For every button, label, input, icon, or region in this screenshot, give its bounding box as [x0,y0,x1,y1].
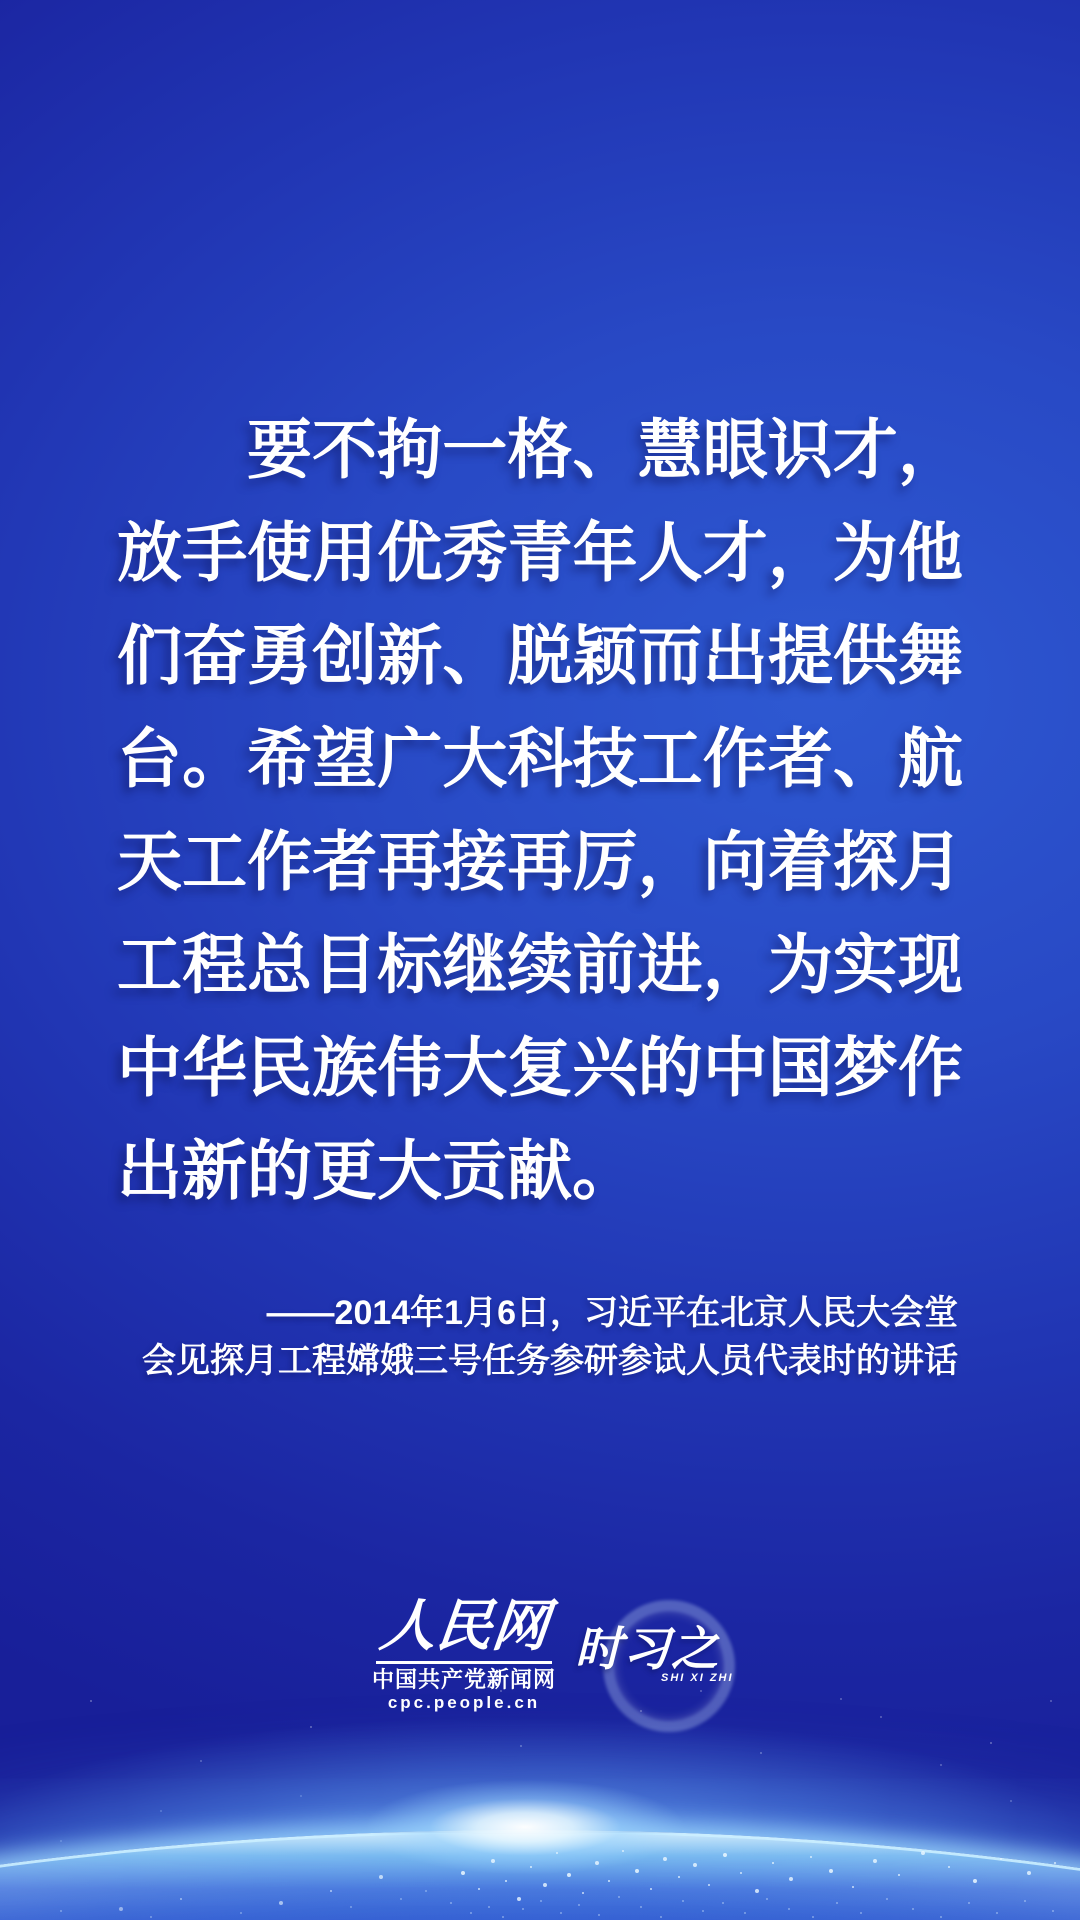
quote-line-5: 天工作者再接再厉，向着探月 [117,827,963,899]
shixizhi-wordmark: 时习之 [575,1622,719,1675]
quote-line-2: 放手使用优秀青年人才，为他 [117,518,963,590]
peoples-daily-logo [336,1596,592,1713]
quote-line-3: 们奋勇创新、脱颖而出提供舞 [117,621,963,693]
attribution-block [142,1289,958,1385]
sun-glint [365,1780,685,1875]
city-lights-faint [0,0,2,2]
cpc-news-site-url: cpc.people.cn [387,1693,541,1712]
quote-line-7: 中华民族伟大复兴的中国梦作 [117,1033,963,1105]
quote-line-1: 要不拘一格、慧眼识才， [247,415,963,487]
attribution-line-2: 会见探月工程嫦娥三号任务参研参试人员代表时的讲话 [142,1342,958,1380]
logo-divider [376,1661,552,1664]
peoples-daily-script-wordmark: 人民网 [376,1596,552,1658]
quote-line-6: 工程总目标继续前进，为实现 [117,930,963,1002]
attribution-line-1: ——2014年1月6日，习近平在北京人民大会堂 [266,1294,958,1332]
quote-line-8: 出新的更大贡献。 [117,1136,638,1208]
shixizhi-subtitle: SHI XI ZHI [661,1672,734,1684]
quote-line-4: 台。希望广大科技工作者、航 [117,724,963,796]
shixizhi-logo [575,1598,745,1723]
quote-block [117,400,963,1224]
cpc-news-site-name: 中国共产党新闻网 [371,1667,556,1692]
